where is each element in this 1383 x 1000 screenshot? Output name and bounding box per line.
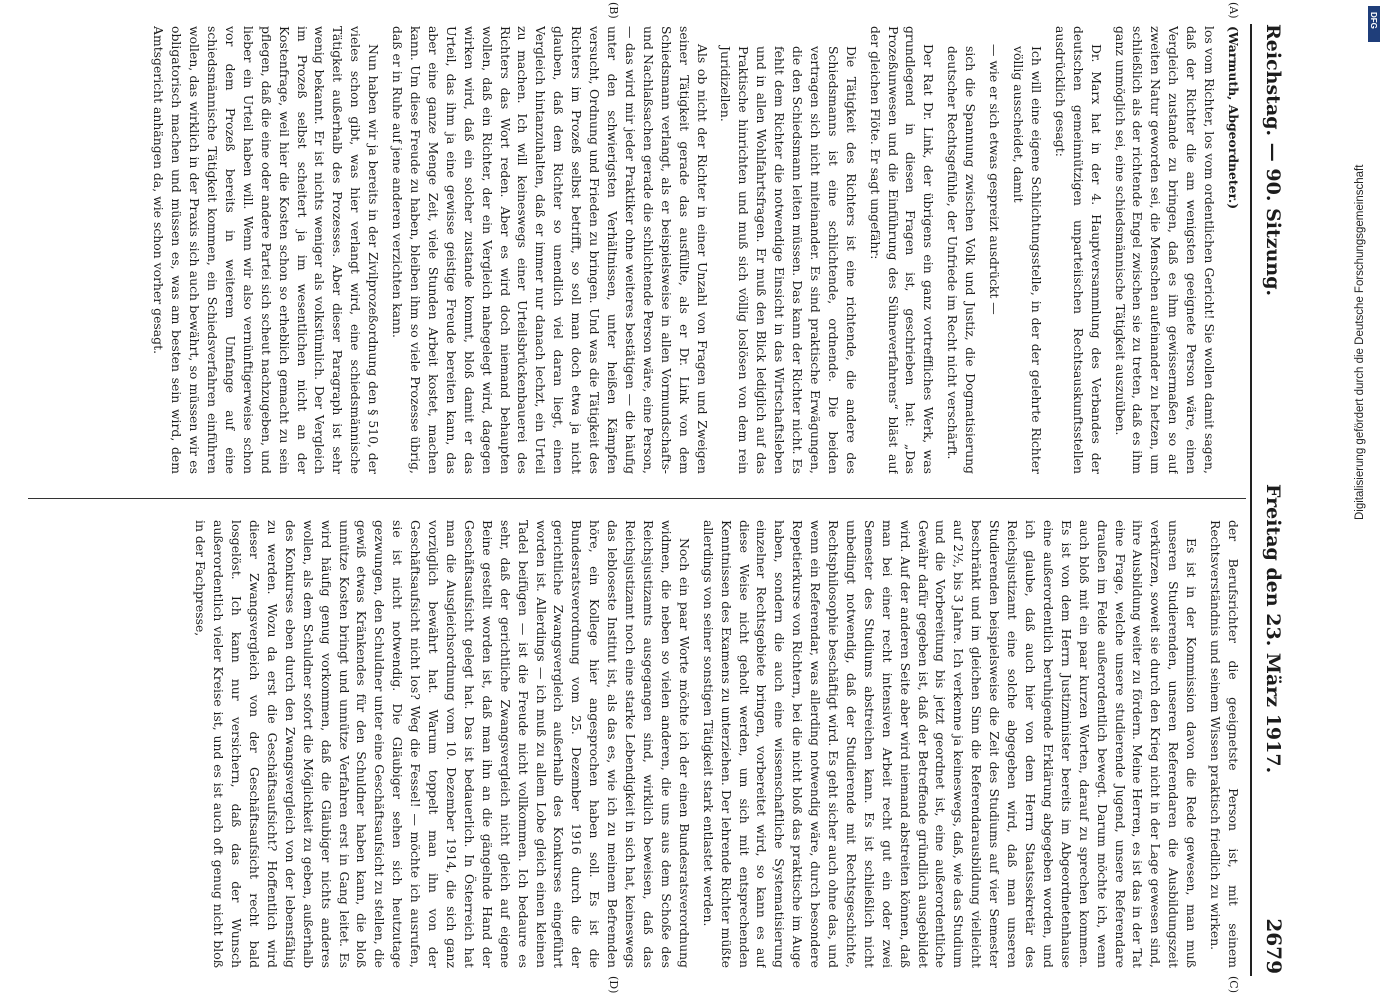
left-column — [32, 26, 1242, 474]
paragraph: Nun haben wir ja bereits in der Zivilprozeßordnung den § 510, der vieles schon gibt, was hier verlangt wird, eine schiedsmännische Tätigkeit außerhalb des Prozesses. Aber dieser Paragraph ist sehr wenig bekannt. Er ist nichts weniger als volkstümlich. Der Vergleich im Prozeß selbst scheitert ja im wesentlichen nicht an der Kostenfrage, weil hier die Kosten schon so erheblich gemacht zu sein pflegen, daß die eine oder andere Partei sich scheut nachzugeben, und lieber ein Urteil haben will. Wenn wir also vernünftigerweise schon vor dem Prozeß bereits in weiterem Umfange auf eine schiedsmännische Tätigkeit kommen, ein Schiedsverfahren einführen wollen, das wirklich in der Praxis sich auch bewährt, so müssen wir es obligatorisch machen und müssen es, was am besten sein wird, dem Amtsgericht anhängen da, wie schon vorher gesagt. — [151, 26, 382, 474]
quote: Die Tätigkeit des Richters ist eine richtende, die andere des Schiedsmanns ist eine schlichtende, ordnende. Die beiden vertragen sich nicht miteinander. Es sind praktische Erwägungen, die den Schiedsmann leiten müssen. Das kann der Richter nicht. Es fehlt dem Richter die notwendige Einsicht in das Wirtschaftsleben und in allen Wohlfahrtsfragen. Er muß den Blick lediglich auf das Praktische hinrichten und muß sich völlig loslösen von dem rein Juridizellen. — [718, 46, 859, 474]
speaker-line: (Warmuth, Abgeordneter.) — [1226, 26, 1241, 210]
page-header — [1254, 24, 1288, 974]
paragraph: Als ob nicht der Richter in einer Unzahl von Fragen und Zweigen seiner Tätigkeit gerade das ausfüllte, als er Dr. Link von dem Schiedsmann verlangt, als er beispielsweise in allen Vormundschafts- und Nachlaßsachen gerade die schlichtende Person wäre, eine Person, — das wird mir jeder Praktiker ohne weiteres bestätigen — die häufig unter den schwierigsten Verhältnissen, unter heißen Kämpfen versucht, Ordnung und Frieden zu bringen. Und was die Tätigkeit des Richters im Prozeß selbst betrifft, so soll man doch etwa ja nicht glauben, daß dem Richter so unendlich viel daran liegt, einen Vergleich hintanzuhalten, daß er immer nur danach lechzt, ein Urteil zu machen. Ich will keineswegs einer Urteilsbrückenbauerei des Richters das Wort reden. Aber es wird doch niemand behaupten wollen, daß ein Richter, der ein Vergleich nahegelegt wird, dagegen wirken wird, daß ein solcher zustande kommt, bloß damit er das Urteil, das ihm ja eine gewisse geistige Freude bereiten kann, das aber eine ganze Menge Zeit, viele Stunden Arbeit kostet, machen kann. Um diese Freude zu haben, bleiben ihm so viele Prozesse übrig, daß er in Ruhe auf jene anderen verzichten kann. — [390, 26, 710, 474]
page-number: 2679 — [1262, 918, 1286, 974]
dfg-logo — [1368, 6, 1380, 42]
quote: Ich will eine eigene Schlichtungsstelle, in der der gelehrte Richter völlig ausscheidet, damit — [1011, 46, 1044, 474]
header-date: Freitag den 23. März 1917. — [1262, 484, 1284, 774]
header-left: Reichstag. — 90. Sitzung. — [1262, 24, 1284, 297]
paragraph: Es ist in der Kommission davon die Rede gewesen, man muß unseren Studierenden, unseren Referendaren die Ausbildungszeit verkürzen, soweit sie durch den Krieg nicht in der Lage gewesen sind, ihre Ausbildung weiter zu fördern. Meine Herren, es ist das in der Tat eine Frage, welche unsere studierende Jugend, unsere Referendare draußen im Felde außerordentlich bewegt. Darum möchte ich, wenn auch bloß mit ein paar kurzen Worten, darauf zu sprechen kommen. Es ist von dem Herrn Justizminister bereits im Abgeordnetenhause eine außerordentlich beruhigende Erklärung abgegeben worden, und ich glaube, daß auch hier von dem Herrn Staatssekretär des Reichsjustizamt eine solche abgegeben wird, daß man unseren Studierenden beispielsweise die Zeit des Studiums auf vier Semester beschränkt und im gleichen Sinn die Referendarausbildung vielleicht auf 2½, bis 3 Jahre. Ich verkenne ja keineswegs, daß, wie das Studium und die Vorbereitung bis jetzt geordnet ist, eine außerordentliche Gewähr dafür gegeben ist, daß der Betreffende gründlich ausgebildet wird. Auf der anderen Seite aber wird niemand abstreiten können, daß man bei einer recht intensiven Arbeit recht gut ein oder zwei Semester des Studiums abstreichen kann. Es ist schließlich nicht unbedingt notwendig, daß der Studierende mit Rechtsgeschichte, Rechtsphilosophie beschäftigt wird. Es geht sicher auch ohne das, und wenn ein Referendar, was allerding notwendig wäre, durch besondere Repetierkurse von Richtern, bei die nicht bloß das praktische im Auge haben, sondern die auch eine wissenschaftliche Systematisierung einzelner Rechtsgebiete bringen, vorbereitet wird, so kann es auf diese Weise nicht geholt werden, um sich mit entsprechenden Kenntnissen des Examens zu unterziehen. Der lehrende Richter müßte allerdings von seiner sonstigen Tätigkeit stark entlastet werden. — [700, 520, 1200, 968]
paragraph: Dr. Marx hat in der 4. Hauptversammlung des Verbandes der deutschen gemeinnützigen unparteiischen Rechtsauskunftsstellen ausdrücklich gesagt: — [1052, 26, 1104, 474]
margin-marker-b: (B) — [607, 2, 620, 19]
rotated-page — [10, 0, 1310, 1000]
paragraph: der Berufsrichter die geeignetste Person ist, mit seinem Rechtsverständnis und seinem Wissen praktisch friedlich zu wirken. — [1208, 520, 1241, 968]
right-column — [32, 520, 1242, 968]
digitization-credit: Digitalisierung gefördert durch die Deutsche Forschungsgemeinschaft — [1354, 164, 1366, 520]
margin-marker-d: (D) — [607, 976, 620, 994]
paragraph: Noch ein paar Worte möchte ich der einen Bundesratsverordnung widmen, die neben so vielen anderen, die uns aus dem Schoße des Reichsjustizamts ausgegangen sind, wirklich beweisen, daß das Reichsjustizamt noch eine starke Lebendigkeit in sich hat, keineswegs das lebloseste Institut ist, als das es, wie ich zu meinem Befremden höre, ein Kollege hier angesprochen haben soll. Es ist die Bundesratsverordnung vom 25. Dezember 1916 durch die der gerichtliche Zwangsvergleich außerhalb des Konkurses eingeführt worden ist. Allerdings — ich muß zu allem Lobe gleich einen kleinen Tadel beifügen — ist die Freude nicht vollkommen. Ich bedaure es sehr, daß der gerichtliche Zwangsvergleich nicht gleich auf eigene Beine gestellt worden ist, daß man ihn an die gängelnde Hand der Geschäftsaufsicht gelegt hat. Das ist bedauerlich. In Österreich hat man die Ausgleichsordnung vom 10. Dezember 1914, die sich ganz vorzüglich bewährt hat. Warum toppelt man ihn von der Geschäftsaufsicht nicht los? Weg die Fessel! — möchte ich ausrufen, sie ist nicht notwendig. Die Gläubiger sehen sich heutzutage gezwungen, den Schuldner unter eine Geschäftsaufsicht zu stellen, die gewiß etwas Kränkendes für den Schuldner haben kann, die bloß unnütze Kosten bringt und unnütze Verfahren erst in Gang leitet. Es wird häufig genug vorkommen, daß die Gläubiger nichts anderes wollen, als dem Schuldner sofort die Möglichkeit zu geben, außerhalb des Konkurses eben durch den Zwangsvergleich von der lebensfähig zu werden. Wozu da erst die Geschäftsaufsicht? Hoffentlich wird dieser Zwangsvergleich von der Geschäftsaufsicht recht bald losgelöst. Ich kann nur versichern, daß das der Wunsch außerordentlich vieler Kreise ist, und es ist auch oft genug nicht bloß in der Fachpresse, — [193, 520, 692, 968]
paragraph: — wie er sich etwas gespreizt ausdrückt — — [987, 44, 1003, 315]
column-rule — [28, 498, 1246, 499]
paragraph: los vom Richter, los vom ordentlichen Gericht! Sie wollen damit sagen, daß der Richter die am wenigsten geeignete Person wäre, einen Vergleich zustande zu bringen, daß es ihm gewissermaßen so auf zweiten Natur geworden sei, die Menschen aufeinander zu hetzen, um schließlich als der richtende Engel zwischen sie zu treten, daß es ihm ganz unmöglich sei, eine schiedsmännische Tätigkeit auszuüben. — [1112, 26, 1218, 474]
paragraph: Der Rat Dr. Link, der übrigens ein ganz vortreffliches Werk, was grundlegend in diesen Fragen ist, geschrieben hat: „Das Prozeßunwesen und die Einführung des Sühneverfahrens“ bläst auf der gleichen Flöte. Er sagt ungefähr: — [867, 26, 937, 474]
dfg-logo-text: DFG — [1369, 12, 1378, 29]
quote: sich die Spannung zwischen Volk und Justiz, die Dogmatisierung deutscher Rechtsgefühle, der Unfriede im Recht nicht verschärft. — [945, 46, 979, 474]
margin-marker-a: (A) — [1227, 2, 1240, 19]
header-rule — [1250, 24, 1252, 976]
margin-marker-c: (C) — [1227, 976, 1240, 993]
